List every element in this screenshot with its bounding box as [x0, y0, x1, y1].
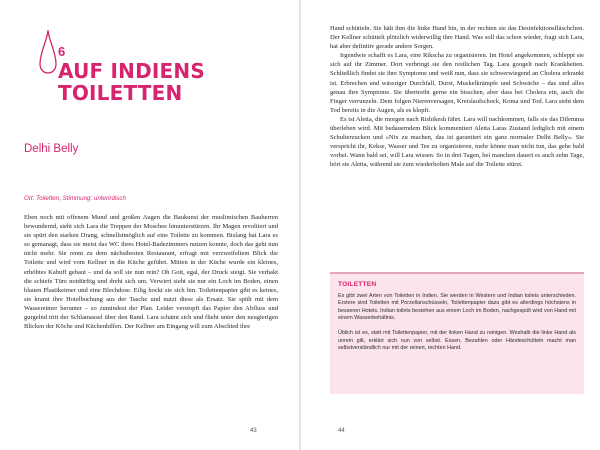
info-box-paragraph: Üblich ist es, statt mit Toilettenpapier, mit der linken Hand zu reinigen. Weshalb die linke Hand als unrein gilt, erklärt sich nun von selbst. Essen, Bezahlen oder Händeschütteln macht man selbstverständlich nur mit der reinen, rechten Hand. — [338, 329, 576, 352]
chapter-title-line: TOILETTEN — [58, 81, 183, 105]
chapter-title-line: AUF INDIENS — [58, 59, 205, 83]
paragraph: Es ist Aletta, die morgen nach Rishikesh fährt. Lara will nachkommen, falls sie das Dilemma überleben wird. Mit bedauerndem Blick kommentiert Aletta Laras Zustand lediglich mit einem Schulterzucken und »Nix zu machen, das ist garantiert ein ganz normaler Delhi Belly«. Sie verspricht ihr, Kekse, Wasser und Tee zu organisieren, mehr könne man nicht tun, das gehe bald vorbei. Wann bald sei, will Lara wissen. So in drei Tagen, bei manchen dauert es auch zehn Tage, hört sie Aletta, während sie zum wiederholten Male auf die Toilette stürzt. — [330, 115, 584, 169]
paragraph: Eben noch mit offenem Mund und großen Augen die Baukunst der muslimischen Bauherren bewundernd, sieht sich Lara die Treppen der Moschee hinunterstürzen. Ihr Magen revoltiert und sie spürt den starken Drang, schnellstmöglich auf eine Toilette zu kommen. Bislang hat Lara es so gemanagt, dass sie meist das WC ihres Hotel-Badezimmers nutzen konnte, doch das geht nun nicht mehr. Sie rennt zu dem nächstbesten Restaurant, erfragt mit verzweifeltem Blick die Toilette und wird vom Kellner in die Küche geführt. Mitten in der Küche wurde ein kleines, erhöhtes Kabuff gebaut – und da soll sie nun rein? Oh Gott, egal, der Druck steigt. Sie verhakt die schiefe Türe notdürftig und dreht sich um. Verwirrt sieht sie nur ein Loch im Boden, einen blauen Plastikeimer und eine Blechdose. Eilig hockt sie sich hin. Toilettenpapier gibt es keines, sie kramt ihre Hotelbuchung aus der Tasche und nutzt diese als Ersatz. Sie spült mit dem Wassereimer herunter – so zumindest der Plan. Leider verstopft das Papier den Abfluss und gurgelnd tritt der Schlamassel über den Rand. Lara schämt sich und flieht unter den neugierigen Blicken der Köche und Küchenhilfen. Der Kellner am Eingang will zum Abschied ihre — [24, 214, 278, 331]
right-body-text — [330, 24, 584, 170]
paragraph: Irgendwie schafft es Lara, eine Rikscha zu organisieren. Im Hotel angekommen, schleppt sie sich auf ihr Zimmer. Dort verbringt sie den restlichen Tag. Lara googelt nach Krankheiten. Schließlich findet sie ihre Symptome und weiß nun, dass sie schwerwiegend an Cholera erkrankt ist. Erbrechen und wässriger Durchfall, Durst, Muskelkrämpfe und Schwäche – das sind alles genau ihre Symptome. Sie übertreibt gerne ein bisschen, aber dass bei Cholera ein, auch die Finger verrunzeln. Dem folgen Nierenversagen, Kreislaufschock, Koma und Tod. Lara sieht dem Tod bereits in die Augen, als es klopft. — [330, 52, 584, 114]
info-box-title: TOILETTEN — [338, 281, 377, 288]
info-box-paragraph: Es gibt zwei Arten von Toiletten in Indien. Sie werden in Western und Indian toilets unterschieden. Erstere sind Toiletten mit Porzellanschüsseln, Toilettenpapier dazu gibt es allerdings höchstens in besseren Hotels. Indian toilets bestehen aus einem Loch im Boden, nachgespült wird von Hand mit einem Wasserbehältnis. — [338, 292, 576, 322]
chapter-number: 6 — [58, 44, 66, 59]
page-number: 44 — [338, 428, 345, 434]
water-drop-icon — [38, 28, 58, 84]
chapter-title — [58, 60, 288, 104]
chapter-meta: Ort: Toiletten, Stimmung: unterirdisch — [24, 195, 126, 202]
left-body-text — [24, 213, 278, 331]
page-number: 43 — [250, 428, 257, 434]
paragraph: Hand schütteln. Sie hält ihm die linke Hand hin, in der rechten sie das Desinfektionsfläschchen. Der Kellner schüttelt plötzlich widerwillig ihre Hand. Was soll das schon wieder, fragt sich Lara, hat aber definitiv gerade andere Sorgen. — [330, 25, 584, 51]
right-page — [300, 0, 600, 450]
info-box — [330, 272, 584, 394]
chapter-subtitle: Delhi Belly — [24, 143, 79, 155]
